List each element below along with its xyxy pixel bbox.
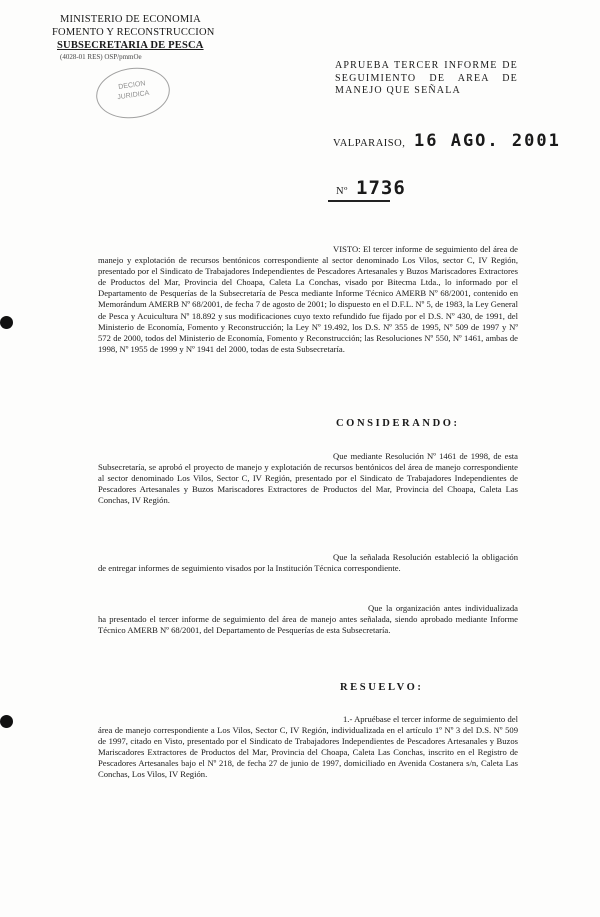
considerando-paragraph-2: Que la señalada Resolución estableció la obligación de entregar informes de seguimiento visados por la Institución Técnica correspondiente.	[98, 552, 518, 574]
visto-paragraph: VISTO: El tercer informe de seguimiento del área de manejo y explotación de recursos bentónicos correspondiente al sector denominado Los Vilos, sector C, IV Región, presentado por el Sindicato de Trabajadores Independientes de Pescadores Artesanales y Buzos Mariscadores Extractores de Productos del Mar, Provincia del Choapa, Caleta La Conchas, visado por Bitecma Ltda., lo informado por el Departamento de Pesquerías de la Subsecretaría de Pesca mediante Informe Técnico AMERB Nº 68/2001, contenido en Memorándum AMERB Nº 68/2001, de fecha 7 de agosto de 2001; lo dispuesto en el D.F.L. Nº 5, de 1983, la Ley General de Pesca y Acuicultura Nº 18.892 y sus modificaciones cuyo texto refundido fue fijado por el D.S. Nº 430, de 1991, del Ministerio de Economía, Fomento y Reconstrucción; la Ley Nº 19.492, los D.S. Nº 355 de 1995, Nº 509 de 1997 y Nº 572 de 2000, todos del Ministerio de Economía, Fomento y Reconstrucción; las Resoluciones Nº 550, Nº 1461, ambas de 1998, Nº 1955 de 1999 y Nº 1941 del 2000, todas de esta Subsecretaría.	[98, 244, 518, 354]
binder-hole-top	[0, 316, 13, 329]
number-underline	[328, 200, 390, 202]
resuelvo-heading: RESUELVO:	[340, 682, 424, 693]
ministry-name: MINISTERIO DE ECONOMIA	[60, 14, 201, 25]
considerando-heading: CONSIDERANDO:	[336, 418, 460, 429]
stamp-line-1: DECION	[117, 80, 146, 91]
resolution-number-prefix: Nº	[336, 186, 348, 197]
considerando-paragraph-1: Que mediante Resolución Nº 1461 de 1998, de esta Subsecretaría, se aprobó el proyecto de manejo y explotación de recursos bentónicos del área de manejo correspondiente al sector denominado Los Vilos, Sector C, IV Región, presentado por el Sindicato de Trabajadores Independientes de Pescadores Artesanales y Buzos Mariscadores Extractores de Productos del Mar, Provincia del Choapa, Caleta Las Conchas, IV Región.	[98, 451, 518, 506]
date-handwritten: 16 AGO. 2001	[414, 131, 561, 151]
resuelvo-item-1: 1.- Apruébase el tercer informe de seguimiento del área de manejo correspondiente a Los Vilos, Sector C, IV Región, individualizada en el artículo 1º Nº 3 del D.S. Nº 509 de 1997, citado en Visto, presentado por el Sindicato de Trabajadores Independientes de Pescadores Artesanales y Buzos Mariscadores Extractores de Productos del Mar, Provincia del Choapa, Caleta Las Conchas, inscrito en el Registro de Pescadores Artesanales bajo el Nº 218, de fecha 27 de junio de 1997, domiciliado en Avenida Costanera s/n, Caleta Las Conchas, Los Vilos, IV Región.	[98, 714, 518, 780]
date-city: VALPARAISO,	[333, 138, 406, 149]
considerando-paragraph-3: Que la organización antes individualizada ha presentado el tercer informe de seguimiento del área de manejo antes señalada, siendo aprobado mediante Informe Técnico AMERB Nº 68/2001, del Departamento de Pesquerías de esta Subsecretaría.	[98, 603, 518, 636]
stamp-line-2: JURIDICA	[116, 89, 150, 102]
binder-hole-bottom	[0, 715, 13, 728]
reference-code: (4028-01 RES) OSP/pmmOe	[60, 53, 142, 61]
subsecretaria-name: SUBSECRETARIA DE PESCA	[57, 40, 204, 51]
document-title: APRUEBA TERCER INFORME DE SEGUIMIENTO DE AREA DE MANEJO QUE SEÑALA	[335, 60, 518, 96]
ministry-subtitle: FOMENTO Y RECONSTRUCCION	[52, 27, 215, 38]
resolution-number: 1736	[356, 177, 406, 199]
department-stamp	[93, 63, 173, 123]
